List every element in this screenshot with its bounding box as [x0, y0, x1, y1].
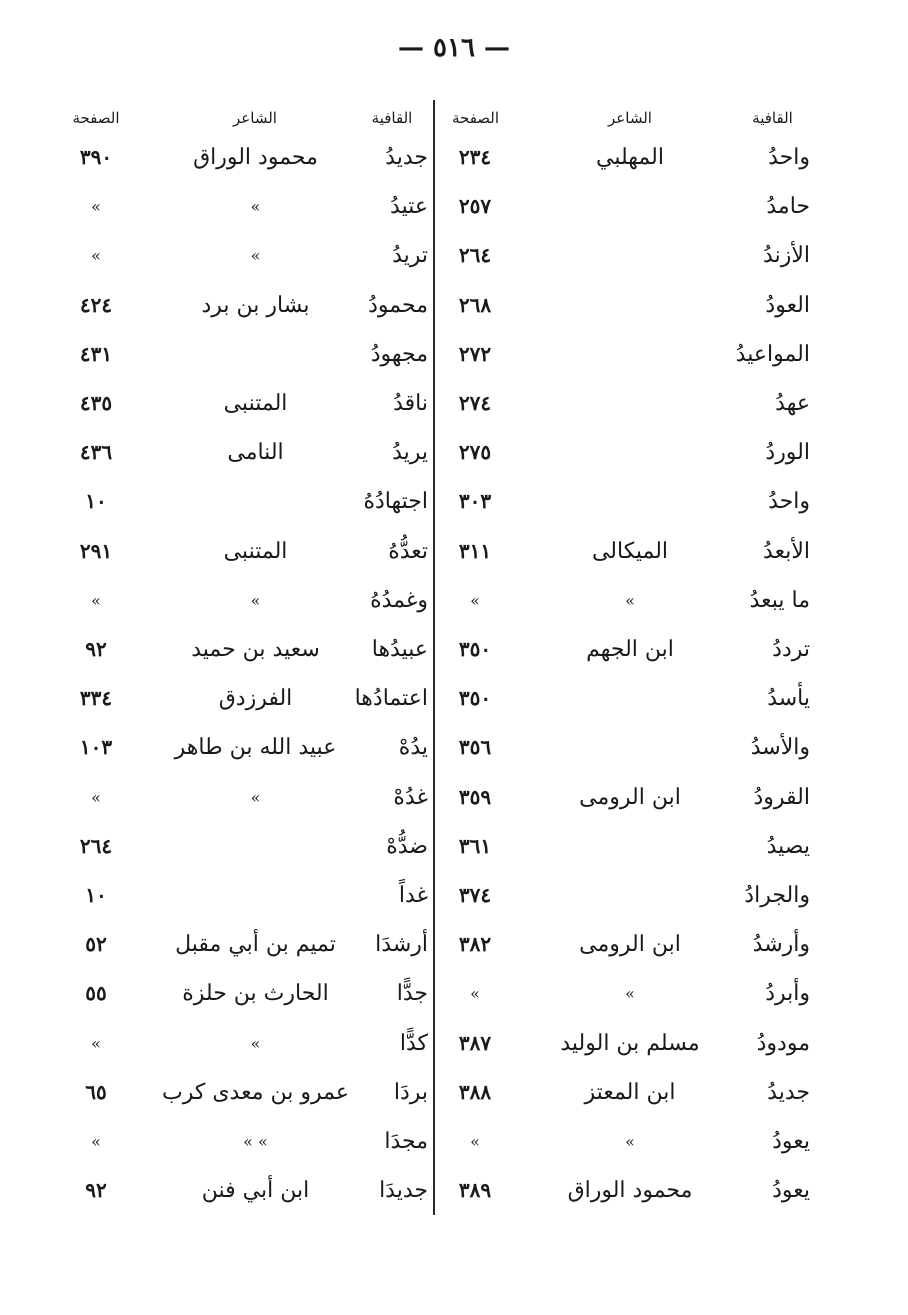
left-shaer-cell: ابن أبي فنن — [201, 1178, 310, 1204]
left-safha-cell: ٥٢ — [85, 932, 107, 957]
left-qafiya-cell: بردَا — [393, 1079, 428, 1105]
left-shaer-cell — [148, 822, 363, 871]
left-safha-cell: ١٠ — [85, 883, 107, 907]
right-shaer-cell: الميكالى — [591, 538, 669, 564]
right-safha-cell: » — [470, 1132, 480, 1151]
right-shaer-cell — [555, 822, 705, 871]
left-qafiya-cell: مجدَا — [384, 1129, 428, 1154]
left-shaer-cell — [148, 330, 363, 379]
right-shaer-cell — [555, 428, 705, 477]
left-safha-cell: » — [91, 197, 101, 217]
left-qafiya-cell: جدًّا — [396, 981, 428, 1007]
right-qafiya-cell: الوردُ — [765, 440, 810, 466]
right-shaer-cell: ابن المعتز — [584, 1079, 676, 1105]
left-qafiya-cell: يدُهْ — [398, 735, 428, 761]
right-shaer-cell: المهلبي — [596, 145, 664, 170]
table-row — [0, 477, 908, 526]
right-qafiya-cell: العودُ — [765, 292, 810, 318]
right-safha-cell: ٣٠٣ — [458, 489, 492, 514]
left-qafiya-cell: جديدَا — [379, 1178, 428, 1204]
header-shaer-right: الشاعر — [608, 109, 652, 127]
left-shaer-cell — [148, 871, 363, 920]
left-shaer-cell: سعيد بن حميد — [191, 637, 320, 662]
right-safha-cell: ٣٦١ — [458, 833, 492, 858]
right-safha-cell: ٣٥٠ — [458, 637, 492, 661]
left-shaer-cell: » — [250, 787, 261, 807]
left-shaer-cell: » — [250, 1033, 261, 1053]
left-safha-cell: » — [91, 787, 101, 807]
table-row — [0, 428, 908, 477]
left-qafiya-cell: أرشدَا — [375, 932, 428, 958]
table-row — [0, 1117, 908, 1166]
right-safha-cell: ٣١١ — [458, 538, 492, 563]
left-shaer-cell: عبيد الله بن طاهر — [174, 735, 337, 761]
right-shaer-cell: مسلم بن الوليد — [560, 1030, 700, 1056]
left-shaer-cell: المتنبى — [223, 391, 288, 416]
table-row — [0, 1166, 908, 1215]
header-shaer-left: الشاعر — [233, 109, 277, 127]
right-safha-cell: ٣٥٦ — [458, 735, 492, 760]
left-safha-cell: » — [91, 1132, 101, 1151]
left-qafiya-cell: محمودُ — [368, 292, 428, 318]
left-safha-cell: ١٠٣ — [79, 735, 113, 760]
page-number: — ٥١٦ — — [397, 33, 511, 63]
right-safha-cell: ٣٨٢ — [458, 932, 492, 957]
left-shaer-cell: » — [250, 590, 261, 610]
right-safha-cell: ٢٣٤ — [458, 145, 492, 169]
left-qafiya-cell: اعتمادُها — [354, 686, 428, 712]
right-qafiya-cell: مودودُ — [756, 1030, 810, 1056]
right-safha-cell: ٣٥٩ — [458, 784, 492, 809]
left-shaer-cell: النامى — [227, 440, 284, 466]
table-row — [0, 379, 908, 428]
right-qafiya-cell: يصيدُ — [766, 833, 810, 859]
table-row — [0, 281, 908, 330]
table-row — [0, 773, 908, 822]
table-row — [0, 1019, 908, 1068]
left-safha-cell: » — [91, 1033, 101, 1053]
right-safha-cell: » — [470, 590, 480, 610]
left-shaer-cell: تميم بن أبي مقبل — [175, 932, 336, 958]
left-qafiya-cell: غداً — [398, 883, 428, 908]
right-shaer-cell: محمود الوراق — [567, 1178, 693, 1204]
right-safha-cell: ٢٧٥ — [458, 440, 492, 465]
right-shaer-cell — [555, 477, 705, 526]
left-safha-cell: ٢٩١ — [79, 538, 113, 563]
left-safha-cell: ٤٣٦ — [79, 440, 113, 465]
left-shaer-cell: الفرزدق — [218, 686, 293, 712]
right-qafiya-cell: واحدُ — [768, 145, 810, 170]
right-safha-cell: ٢٦٤ — [458, 243, 492, 268]
right-qafiya-cell: الأزندُ — [763, 243, 810, 269]
left-shaer-cell: محمود الوراق — [193, 145, 318, 170]
left-shaer-cell — [148, 477, 363, 526]
right-safha-cell: ٢٧٤ — [458, 391, 492, 415]
left-safha-cell: ٥٥ — [85, 981, 107, 1006]
left-qafiya-cell: غدُهْ — [393, 784, 428, 810]
right-shaer-cell: » — [625, 590, 635, 610]
left-safha-cell: ٤٣٥ — [79, 391, 113, 415]
left-qafiya-cell: وغمدُهُ — [370, 587, 428, 613]
table-row — [0, 969, 908, 1018]
left-safha-cell: ٣٩٠ — [79, 145, 113, 169]
table-row — [0, 822, 908, 871]
right-qafiya-cell: القرودُ — [753, 784, 810, 810]
left-qafiya-cell: تريدُ — [392, 243, 428, 269]
left-safha-cell: ٤٢٤ — [79, 292, 113, 317]
right-safha-cell: ٣٨٧ — [458, 1030, 492, 1055]
left-safha-cell: » — [91, 590, 101, 610]
right-qafiya-cell: وأرشدُ — [752, 932, 810, 958]
table-row — [0, 133, 908, 182]
right-qafiya-cell: واحدُ — [768, 489, 810, 515]
right-shaer-cell: » — [625, 1132, 635, 1151]
right-qafiya-cell: جديدُ — [767, 1079, 810, 1105]
right-shaer-cell: ابن الرومى — [579, 784, 681, 810]
right-shaer-cell — [555, 281, 705, 330]
table-row — [0, 723, 908, 772]
right-qafiya-cell: والأسدُ — [750, 735, 810, 761]
left-safha-cell: ١٠ — [85, 489, 107, 514]
table-row — [0, 625, 908, 674]
left-safha-cell: ٦٥ — [85, 1079, 107, 1104]
right-shaer-cell: ابن الجهم — [586, 637, 674, 662]
right-shaer-cell — [555, 182, 705, 231]
left-qafiya-cell: مجهودُ — [370, 341, 428, 367]
left-shaer-cell: » — [250, 197, 261, 217]
table-row — [0, 576, 908, 625]
right-qafiya-cell: ترددُ — [772, 637, 810, 662]
right-safha-cell: ٣٧٤ — [458, 883, 492, 907]
right-shaer-cell — [555, 231, 705, 280]
right-qafiya-cell: يعودُ — [772, 1178, 810, 1204]
right-safha-cell: ٢٧٢ — [458, 341, 492, 366]
right-shaer-cell — [555, 674, 705, 723]
table-row — [0, 920, 908, 969]
right-safha-cell: » — [470, 984, 480, 1004]
right-qafiya-cell: والجرادُ — [744, 883, 810, 908]
right-shaer-cell: ابن الرومى — [579, 932, 681, 958]
right-qafiya-cell: الأبعدُ — [763, 538, 810, 564]
table-row — [0, 871, 908, 920]
right-qafiya-cell: ما يبعدُ — [749, 587, 810, 613]
table-row — [0, 182, 908, 231]
right-safha-cell: ٢٥٧ — [458, 194, 492, 219]
header-qafiya-right: القافية — [752, 109, 793, 127]
left-safha-cell: ٢٦٤ — [79, 833, 113, 858]
right-qafiya-cell: عهدُ — [775, 391, 810, 416]
left-qafiya-cell: كدًّا — [399, 1030, 428, 1056]
left-shaer-cell: عمرو بن معدى كرب — [162, 1079, 349, 1105]
right-qafiya-cell: يعودُ — [772, 1129, 810, 1154]
right-shaer-cell — [555, 871, 705, 920]
right-safha-cell: ٣٨٩ — [458, 1178, 492, 1203]
table-row — [0, 330, 908, 379]
left-shaer-cell: » — [250, 246, 261, 266]
left-qafiya-cell: تعدُّهُ — [388, 538, 428, 564]
right-qafiya-cell: المواعيدُ — [735, 341, 810, 367]
table-row — [0, 527, 908, 576]
right-safha-cell: ٢٦٨ — [458, 292, 492, 317]
right-qafiya-cell: حامدُ — [766, 194, 810, 220]
left-safha-cell: » — [91, 246, 101, 266]
right-safha-cell: ٣٥٠ — [458, 686, 492, 711]
left-qafiya-cell: يريدُ — [392, 440, 428, 466]
left-qafiya-cell: اجتهادُهُ — [363, 489, 428, 515]
left-qafiya-cell: عبيدُها — [371, 637, 428, 662]
left-qafiya-cell: جديدُ — [385, 145, 428, 170]
right-shaer-cell — [555, 379, 705, 428]
right-safha-cell: ٣٨٨ — [458, 1079, 492, 1104]
table-row — [0, 674, 908, 723]
header-safha-left: الصفحة — [72, 109, 120, 127]
left-shaer-cell: الحارث بن حلزة — [182, 981, 329, 1007]
right-shaer-cell — [555, 723, 705, 772]
left-shaer-cell: المتنبى — [223, 538, 288, 564]
left-qafiya-cell: عتيدُ — [390, 194, 428, 220]
left-safha-cell: ٩٢ — [85, 1178, 107, 1203]
right-qafiya-cell: وأبردُ — [765, 981, 810, 1007]
table-row — [0, 1068, 908, 1117]
left-safha-cell: ٤٣١ — [79, 341, 113, 366]
left-shaer-cell: » » — [243, 1132, 268, 1151]
table-row — [0, 231, 908, 280]
header-safha-right: الصفحة — [451, 109, 500, 127]
right-shaer-cell: » — [625, 984, 635, 1004]
right-qafiya-cell: يأسدُ — [767, 686, 810, 712]
left-shaer-cell: بشار بن برد — [201, 292, 310, 318]
right-shaer-cell — [555, 330, 705, 379]
left-safha-cell: ٣٣٤ — [79, 686, 113, 711]
left-safha-cell: ٩٢ — [85, 637, 107, 661]
left-qafiya-cell: ضدُّهْ — [386, 833, 428, 859]
left-qafiya-cell: ناقدُ — [393, 391, 428, 416]
header-qafiya-left: القافية — [371, 109, 413, 127]
